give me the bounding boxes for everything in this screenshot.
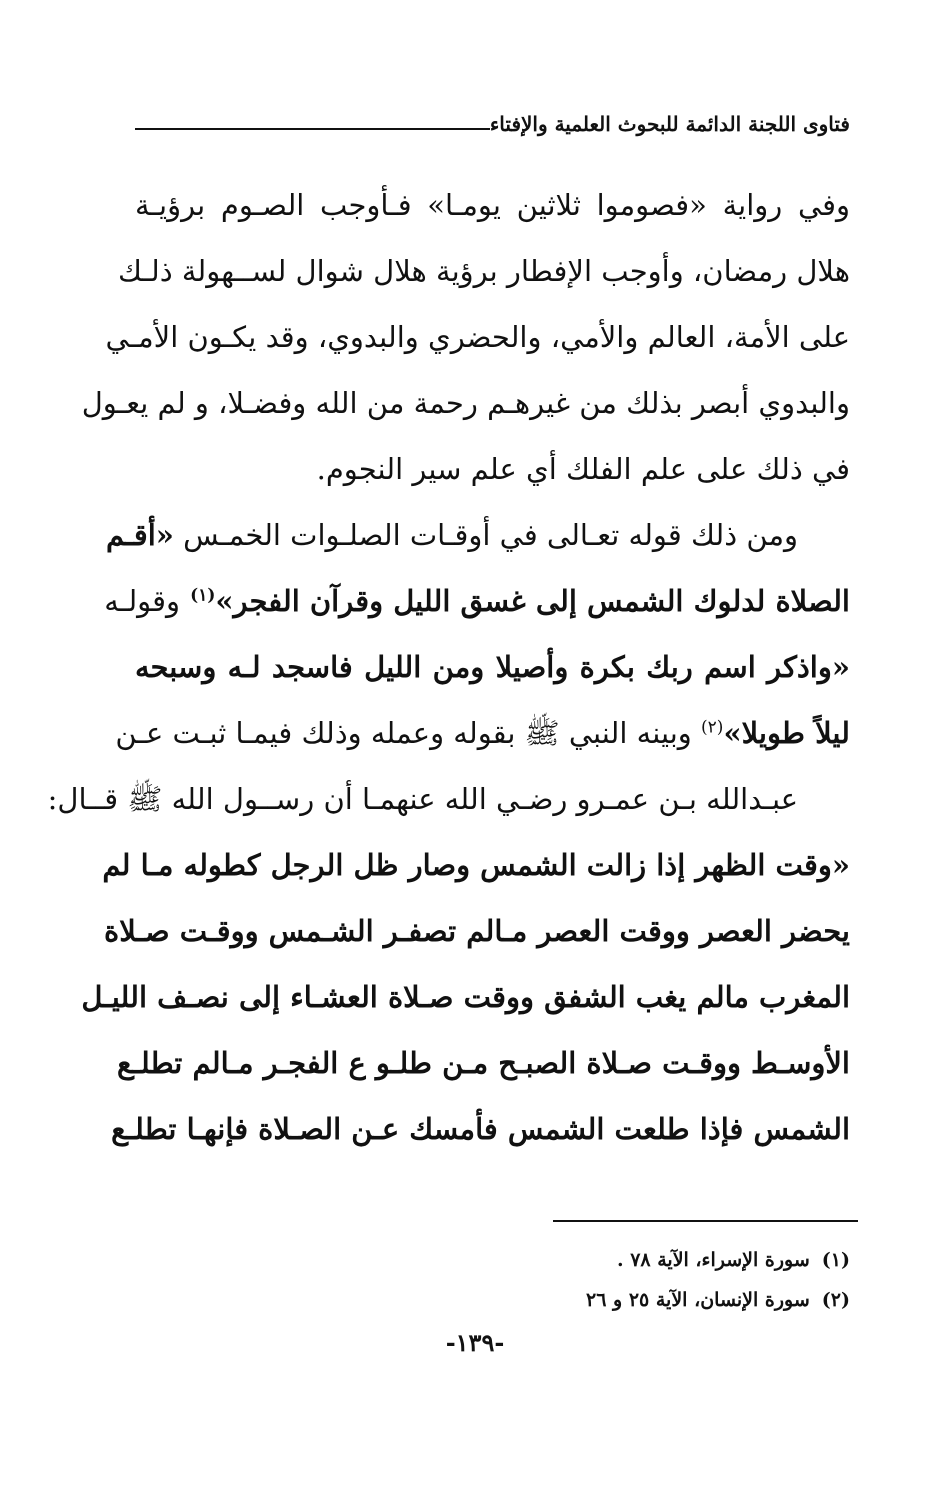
text-line: يحضر العصر ووقت العصر مـالم تصفـر الشـمس ووقـت صـلاة	[104, 914, 850, 948]
quran-quote-start: «أقـم	[106, 518, 174, 552]
text-line: الشمس فإذا طلعت الشمس فأمسك عـن الصـلاة فإنهـا تطلـع	[111, 1112, 850, 1146]
text-line: الصلاة لدلوك الشمس إلى غسق الليل وقرآن الفجر»$^{(١)}$ وقولـه	[104, 584, 850, 618]
text-line: ليلاً طويلا»$^{(٢)}$ وبينه النبي ﷺ بقوله وعمله وذلك فيمـا ثبـت عـن	[115, 716, 850, 750]
text-line: الأوسـط ووقـت صـلاة الصبـح مـن طلـو ع الفجـر مـالم تطلـع	[116, 1046, 850, 1080]
page-number: -١٣٩-	[445, 1328, 505, 1357]
running-header	[135, 112, 850, 142]
footnote-rule	[553, 1220, 858, 1222]
footnote-text: سورة الإنسان، الآية ٢٥ و ٢٦	[586, 1289, 810, 1311]
text-line: ومن ذلك قوله تعـالى في أوقـات الصلـوات الخمـس «أقـم	[106, 518, 798, 552]
text-line: عبـدالله بـن عمـرو رضـي الله عنهمـا أن رســول الله ﷺ قــال:	[47, 782, 798, 816]
text-line: «وقت الظهر إذا زالت الشمس وصار ظل الرجل كطوله مـا لم	[102, 848, 850, 882]
text-line: هلال رمضان، وأوجب الإفطار برؤية هلال شوال لســهولة ذلـك	[117, 254, 850, 288]
footnote-ref: (١)	[190, 585, 216, 606]
footnote-text: سورة الإسراء، الآية ٧٨ .	[616, 1249, 810, 1271]
text-line: على الأمة، العالم والأمي، والحضري والبدوي، وقد يكـون الأمـي	[105, 320, 850, 354]
text-line: وفي رواية «فصوموا ثلاثين يومـا» فـأوجب الصـوم برؤيـة	[135, 188, 850, 222]
footnote-number: (١)	[821, 1249, 850, 1271]
text-line: «واذكر اسم ربك بكرة وأصيلا ومن الليل فاسجد لـه وسبحه	[135, 650, 850, 684]
body-text	[47, 172, 850, 1162]
text-line: المغرب مالم يغب الشفق ووقت صـلاة العشـاء إلى نصـف الليـل	[81, 980, 850, 1014]
footnote-number: (٢)	[821, 1289, 850, 1311]
footnote	[250, 1240, 850, 1280]
footnote	[250, 1280, 850, 1320]
header-rule	[135, 128, 490, 130]
footnotes	[250, 1240, 850, 1320]
text-line: والبدوي أبصر بذلك من غيرهـم رحمة من الله وفضـلا، و لم يعـول	[81, 386, 850, 420]
text-line: في ذلك على علم الفلك أي علم سير النجوم.	[316, 452, 850, 486]
header-title: فتاوى اللجنة الدائمة للبحوث العلمية والإفتاء	[489, 112, 850, 136]
footnote-ref: (٢)	[701, 717, 724, 738]
